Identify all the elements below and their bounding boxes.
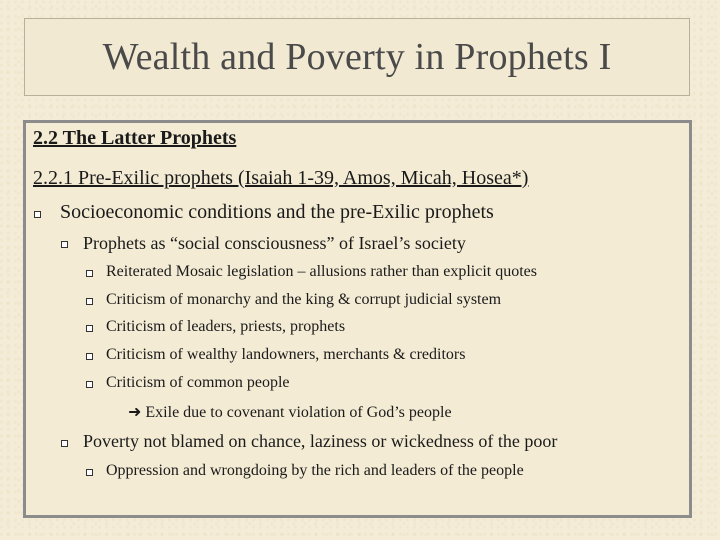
slide-title: Wealth and Poverty in Prophets I — [102, 36, 612, 78]
arrow-note — [128, 402, 452, 422]
bullet-square-icon — [86, 298, 93, 305]
bullet-square-icon — [86, 353, 93, 360]
content-box — [23, 120, 692, 518]
bullet-level3: Oppression and wrongdoing by the rich and leaders of the people — [106, 462, 524, 479]
bullet-square-icon — [86, 469, 93, 476]
bullet-level2: Prophets as “social consciousness” of Israel’s society — [83, 233, 466, 253]
bullet-square-icon — [61, 241, 68, 248]
bullet-square-icon — [34, 211, 41, 218]
title-box — [24, 18, 690, 96]
right-arrow-icon: ➜ — [128, 404, 142, 421]
bullet-level3: Criticism of common people — [106, 374, 290, 391]
subsection-heading: 2.2.1 Pre-Exilic prophets (Isaiah 1-39, Amos, Micah, Hosea*) — [33, 167, 529, 189]
section-heading: 2.2 The Latter Prophets — [33, 127, 237, 149]
bullet-level1: Socioeconomic conditions and the pre-Exilic prophets — [60, 201, 494, 223]
bullet-level3: Reiterated Mosaic legislation – allusions rather than explicit quotes — [106, 263, 537, 280]
bullet-level2: Poverty not blamed on chance, laziness or wickedness of the poor — [83, 431, 558, 451]
arrow-note-text: Exile due to covenant violation of God’s people — [145, 404, 452, 421]
bullet-square-icon — [86, 325, 93, 332]
bullet-square-icon — [61, 440, 68, 447]
bullet-level3: Criticism of wealthy landowners, merchants & creditors — [106, 346, 466, 363]
bullet-square-icon — [86, 381, 93, 388]
bullet-level3: Criticism of monarchy and the king & corrupt judicial system — [106, 291, 502, 308]
bullet-square-icon — [86, 270, 93, 277]
bullet-level3: Criticism of leaders, priests, prophets — [106, 318, 346, 335]
